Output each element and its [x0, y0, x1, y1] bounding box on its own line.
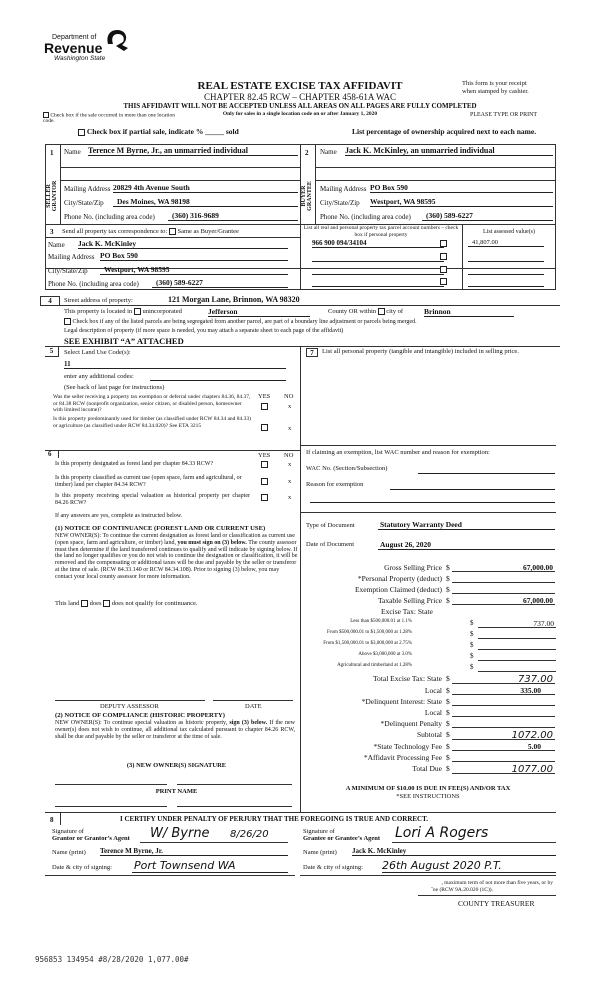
multi-location-checkbox[interactable]: [43, 112, 49, 118]
partial-sale-label: Check box if partial sale, indicate % _____ sold: [86, 127, 239, 136]
total-excise-state-field[interactable]: 737.00: [452, 674, 555, 684]
s5-q1-text: Was the seller receiving a property tax exemption or deferral under chapters 84.36, 84.37, or 84.38 RCW (nonprofit organization, senior citizen, or disabled person, homeowner with limited income)?: [53, 394, 251, 413]
doc-date-label: Date of Document: [306, 541, 355, 548]
s5-yes-header: YES: [258, 393, 271, 400]
seller-grantor-label: SELLER GRANTOR: [46, 180, 58, 212]
buyer-grantee-label: BUYER GRANTEE: [301, 181, 313, 211]
grantor-name-label: Name (print): [52, 849, 86, 856]
s6-q2-text: Is this property classified as current use (open space, farm and agricultural, or timber) land per chapter 84.34 RCW?: [55, 475, 242, 488]
section-4-number: 4: [40, 296, 60, 306]
correspondence-name-label: Name: [48, 241, 65, 249]
local-tax-row: Local $ 335.00: [300, 686, 560, 696]
tier5-field[interactable]: [478, 663, 556, 672]
perjury-certification: I CERTIFY UNDER PENALTY OF PERJURY THAT THE FOREGOING IS TRUE AND CORRECT.: [120, 815, 429, 823]
subtotal-field[interactable]: 1072.00: [452, 730, 555, 740]
does-qualify-checkbox[interactable]: [81, 600, 88, 607]
tier4-field[interactable]: [478, 652, 556, 661]
seller-name-field[interactable]: Terence M Byrne, Jr., an unmarried individual: [88, 146, 298, 156]
date-note: Only for sales in a single location code on or after January 1, 2020: [222, 111, 378, 117]
dor-swirl-logo-icon: [104, 28, 130, 54]
buyer-mailing-field[interactable]: PO Box 590: [370, 183, 553, 193]
partial-sale-row: [78, 127, 239, 136]
parcel-3-personal-checkbox[interactable]: [440, 266, 447, 273]
reason-field-2[interactable]: [310, 495, 555, 503]
seller-mailing-field[interactable]: 20829 4th Avenue South: [113, 183, 298, 193]
logo-revenue-text: Revenue: [44, 40, 103, 56]
city-field[interactable]: Brinnon: [424, 307, 514, 317]
assessed-value-4[interactable]: [468, 278, 544, 287]
total-excise-state-row: Total Excise Tax: State $ 737.00: [372, 674, 553, 685]
tier4-row: Above $3,000,000 at 3.0% $: [300, 652, 560, 662]
section-3-number: 3: [50, 228, 54, 236]
correspondence-phone-label: Phone No. (including area code): [48, 280, 139, 288]
deputy-assessor-label: DEPUTY ASSESSOR: [100, 703, 159, 710]
ownership-note: List percentage of ownership acquired next to each name.: [352, 127, 537, 136]
s5-q1-yes-checkbox[interactable]: [261, 403, 268, 410]
see-back-note: (See back of last page for instructions): [64, 384, 165, 391]
form-subtitle: CHAPTER 82.45 RCW – CHAPTER 458-61A WAC: [204, 92, 396, 102]
receipt-note: This form is your receipt when stamped by cashier.: [462, 80, 529, 95]
location-row: This property is located in unincorporated: [64, 308, 182, 315]
partial-sale-checkbox[interactable]: [78, 129, 85, 136]
street-label: Street address of property:: [64, 297, 133, 304]
grantor-date-label: Date & city of signing:: [52, 864, 112, 871]
deputy-date-label: DATE: [245, 703, 262, 710]
parcel-number-1[interactable]: 966 900 094/34104: [312, 239, 444, 248]
buyer-name-label: Name: [320, 148, 337, 156]
exemption-label: If claiming an exemption, list WAC number and reason for exemption:: [306, 449, 490, 456]
local-tax-field[interactable]: 335.00: [452, 686, 555, 695]
parcel-header: List all real and personal property tax parcel account numbers – check box if personal property: [303, 225, 459, 238]
grantee-date-city-field[interactable]: 26th August 2020 P.T.: [382, 859, 556, 873]
new-owner-signature-line-1: [55, 784, 167, 785]
minimum-due-note: A MINIMUM OF $10.00 IS DUE IN FEE(S) AND/OR TAX: [345, 785, 511, 792]
new-owner-signature-line-2: [177, 784, 292, 785]
total-due-row: Total Due $ 1077.00: [412, 764, 553, 775]
s6-q1-yes-checkbox[interactable]: [261, 461, 268, 468]
delinquent-state-field[interactable]: [452, 697, 555, 706]
buyer-city-field[interactable]: Westport, WA 98595: [370, 197, 553, 207]
land-use-field[interactable]: 11: [64, 360, 286, 369]
reason-label: Reason for exemption: [306, 481, 364, 488]
legal-description-label: Legal description of property (if more space is needed, you may attach a separate sheet to each page of the affidavit): [64, 328, 344, 334]
notice-1-title: (1) NOTICE OF CONTINUANCE (FOREST LAND OR CURRENT USE): [55, 525, 266, 532]
affidavit-fee-field[interactable]: [452, 753, 555, 762]
legal-description-field[interactable]: SEE EXHIBIT “A” ATTACHED: [64, 336, 184, 346]
gross-selling-price-field[interactable]: 67,000.00: [452, 563, 555, 572]
dor-logo: [44, 34, 134, 64]
tier2-row: From $500,000.01 to $1,500,000 at 1.28% $: [300, 630, 560, 640]
logo-dept-text: Department of: [52, 34, 97, 41]
city-checkbox[interactable]: [378, 308, 385, 315]
correspondence-city-label: City/State/Zip: [48, 267, 88, 275]
correspondence-label: Send all property tax correspondence to: Same as Buyer/Grantee: [62, 228, 239, 235]
section-7-number: 7: [306, 348, 318, 357]
segregated-checkbox[interactable]: [64, 318, 71, 325]
grantee-signature-label: Signature of Grantee or Grantee’s Agent: [303, 828, 381, 842]
affidavit-fee-row: *Affidavit Processing Fee $: [300, 753, 560, 763]
s5-q2-yes-checkbox[interactable]: [261, 424, 268, 431]
please-type-note: PLEASE TYPE OR PRINT: [470, 112, 538, 118]
seller-city-label: City/State/Zip: [64, 199, 104, 207]
tier3-field[interactable]: [478, 641, 556, 650]
subtotal-row: Subtotal $ 1072.00: [416, 730, 553, 741]
if-yes-note: If any answers are yes, complete as instructed below.: [55, 513, 183, 519]
multi-location-label: Check box if the sale occurred in more than one location code.: [43, 112, 175, 125]
total-due-field[interactable]: 1077.00: [452, 764, 555, 774]
buyer-mailing-label: Mailing Address: [320, 185, 367, 193]
s6-q2-yes-checkbox[interactable]: [261, 478, 268, 485]
doc-type-label: Type of Document: [306, 522, 355, 529]
section-8-number: 8: [50, 816, 54, 824]
parcel-number-4[interactable]: [312, 278, 444, 287]
form-title: REAL ESTATE EXCISE TAX AFFIDAVIT: [197, 80, 403, 92]
additional-codes-field[interactable]: [150, 373, 286, 381]
seller-mailing-label: Mailing Address: [64, 185, 111, 193]
s5-q2-no-mark[interactable]: x: [288, 425, 292, 432]
parcel-number-3[interactable]: [312, 266, 444, 275]
buyer-city-label: City/State/Zip: [320, 199, 360, 207]
tier1-field[interactable]: 737.00: [478, 619, 556, 628]
delinquent-penalty-field[interactable]: [452, 719, 555, 728]
taxable-selling-price-row: Taxable Selling Price $ 67,000.00: [377, 596, 553, 605]
personal-property-label: List all personal property (tangible and intangible) included in selling price.: [322, 348, 519, 355]
correspondence-phone-field[interactable]: (360) 589-6227: [152, 278, 288, 288]
seller-name-label: Name: [64, 148, 81, 156]
notice-2-title: (2) NOTICE OF COMPLIANCE (HISTORIC PROPERTY): [55, 712, 225, 719]
gross-selling-price-row: Gross Selling Price $ 67,000.00: [384, 563, 553, 572]
doc-date-field[interactable]: August 26, 2020: [378, 540, 555, 550]
section-2-number: 2: [305, 149, 309, 157]
additional-codes-label: enter any additional codes:: [64, 373, 134, 380]
county-or-within: County OR within city of: [328, 308, 404, 315]
wac-field[interactable]: [418, 466, 555, 474]
delinquent-local-row: Local $: [300, 708, 560, 718]
s6-q1-no-mark[interactable]: x: [288, 461, 292, 468]
county-field[interactable]: Jefferson: [208, 307, 310, 317]
grantee-name-label: Name (print): [303, 849, 337, 856]
street-field[interactable]: 121 Morgan Lane, Brinnon, WA 98320: [168, 295, 300, 304]
new-owner-signature-label: (3) NEW OWNER(S) SIGNATURE: [126, 762, 227, 769]
continuance-row: This land does does not qualify for continuance.: [55, 600, 198, 607]
s5-no-header: NO: [284, 393, 294, 400]
grantee-name-field[interactable]: Jack K. McKinley: [352, 847, 556, 856]
s6-yes-header: YES: [258, 452, 271, 459]
s6-q3-no-mark[interactable]: x: [288, 494, 292, 501]
exemption-claimed-row: Exemption Claimed (deduct) $: [300, 585, 560, 595]
delinquent-local-field[interactable]: [452, 708, 555, 717]
assessed-value-1[interactable]: 41,807.00: [468, 239, 544, 247]
buyer-name-field[interactable]: Jack K. McKinley, an unmarried individual: [345, 146, 553, 156]
assessed-header: List assessed value(s): [483, 229, 535, 235]
tech-fee-row: *State Technology Fee $ 5.00: [300, 742, 560, 752]
seller-phone-field[interactable]: (360) 316-9689: [168, 211, 298, 221]
tier1-row: Less than $500,000.01 at 1.1% $ 737.00: [350, 619, 554, 628]
s6-q1-text: Is this property designated as forest land per chapter 84.33 RCW?: [55, 461, 214, 467]
notice-1-text: NEW OWNER(S): To continue the current designation as forest land or classification as current use (open space, farm and agriculture, or timber) land, you must sign on (3) below. The county assessor must then determine if the land transferred continues to qualify and will indicate by signing below. If the land no longer qualifies or you do not wish to continue the designation or classification, it will be removed and the compensating or additional taxes will be due and payable by the seller or transferor at the time of sale. (RCW 84.33.140 or RCW 84.34.108). Prior to signing (3) below, you may contact your local county assessor for more information.: [55, 533, 298, 580]
section-1-number: 1: [50, 149, 54, 157]
reason-field[interactable]: [390, 482, 555, 490]
same-as-buyer-checkbox[interactable]: [169, 228, 176, 235]
s6-q2-no-mark[interactable]: x: [288, 478, 292, 485]
cashier-receipt-stamp: 956853 134954 #8/28/2020 1,077.00#: [35, 955, 189, 964]
doc-type-field[interactable]: Statutory Warranty Deed: [378, 520, 555, 530]
does-not-qualify-checkbox[interactable]: [103, 600, 110, 607]
see-instructions-note: *SEE INSTRUCTIONS: [396, 793, 460, 800]
excise-tax-header: Excise Tax: State: [381, 607, 433, 616]
section-6-number: 6: [48, 450, 52, 458]
buyer-phone-field[interactable]: (360) 589-6227: [422, 211, 553, 221]
multi-location-row: [43, 112, 183, 124]
parcel-1-personal-checkbox[interactable]: [440, 240, 447, 247]
personal-property-row: *Personal Property (deduct) $: [300, 574, 560, 584]
segregated-row: Check box if any of the listed parcels are being segregated from another parcel, are part of a boundary line adjustment or parcels being merged.: [64, 318, 417, 325]
delinquent-penalty-row: *Delinquent Penalty $: [300, 719, 560, 729]
wac-label: WAC No. (Section/Subsection): [306, 465, 388, 472]
s5-q2-text: Is this property predominantly used for timber (as classified under RCW 84.34 and 84.33) or agriculture (as classified under RCW 84.34.020)? See ETA 3215: [53, 416, 252, 429]
tier5-row: Agricultural and timberland at 1.28% $: [300, 663, 560, 673]
seller-city-field[interactable]: Des Moines, WA 98198: [113, 197, 298, 207]
tech-fee-field[interactable]: 5.00: [452, 742, 555, 751]
section-5-number: 5: [45, 347, 59, 357]
grantee-date-label: Date & city of signing:: [303, 864, 363, 871]
exemption-claimed-field[interactable]: [452, 585, 555, 594]
s5-q1-no-mark[interactable]: x: [288, 403, 292, 410]
grantor-signature-field[interactable]: W/ Byrne: [150, 826, 210, 841]
taxable-selling-price-field[interactable]: 67,000.00: [452, 596, 555, 605]
parcel-number-2[interactable]: [312, 253, 444, 262]
print-name-label: PRINT NAME: [155, 788, 198, 795]
assessed-value-3[interactable]: [468, 266, 544, 275]
perjury-penalty-note: , maximum term of not more than five years, or by ˜ne (RCW 9A.20.020 (1C)).: [431, 880, 553, 893]
s6-q3-yes-checkbox[interactable]: [261, 494, 268, 501]
correspondence-name-field[interactable]: Jack K. McKinley: [78, 239, 288, 249]
notice-2-text: NEW OWNER(S): To continue special valuation as historic property, sign (3) below. If the new owner(s) does not wish to continue, all additional tax calculated pursuant to chapter 84.26 RCW, shall be due and payable by the seller or transferor at the time of sale.: [55, 720, 296, 740]
tier2-field[interactable]: [478, 630, 556, 639]
land-use-label: Select Land Use Code(s):: [64, 349, 131, 356]
personal-property-field[interactable]: [452, 574, 555, 583]
s6-q3-text: Is this property receiving special valuation as historical property per chapter 84.26 RCW?: [55, 493, 250, 506]
parcel-2-personal-checkbox[interactable]: [440, 253, 447, 260]
seller-phone-label: Phone No. (including area code): [64, 213, 155, 221]
unincorporated-checkbox[interactable]: [134, 308, 141, 315]
assessed-value-2[interactable]: [468, 253, 544, 262]
buyer-phone-label: Phone No. (including area code): [320, 213, 411, 221]
delinquent-state-row: *Delinquent Interest: State $: [300, 697, 560, 707]
parcel-4-personal-checkbox[interactable]: [440, 278, 447, 285]
correspondence-city-field[interactable]: Westport, WA 98595: [100, 265, 288, 275]
correspondence-mailing-field[interactable]: PO Box 590: [100, 251, 288, 261]
correspondence-mailing-label: Mailing Address: [48, 253, 95, 261]
grantor-signature-date: 8/26/20: [230, 829, 269, 840]
tier3-row: From $1,500,000.01 to $3,000,000 at 2.75% $: [300, 641, 560, 651]
grantor-date-city-field[interactable]: Port Townsend WA: [132, 859, 288, 873]
grantor-signature-label: Signature of Grantor or Grantor’s Agent: [52, 828, 130, 842]
grantee-signature-field[interactable]: Lori A Rogers: [395, 825, 489, 841]
s6-no-header: NO: [284, 452, 294, 459]
county-treasurer-label: COUNTY TREASURER: [458, 899, 535, 908]
completion-warning: THIS AFFIDAVIT WILL NOT BE ACCEPTED UNLESS ALL AREAS ON ALL PAGES ARE FULLY COMPLETED: [123, 102, 477, 110]
grantor-name-field[interactable]: Terence M Byrne, Jr.: [100, 847, 288, 856]
logo-state-text: Washington State: [54, 55, 106, 62]
